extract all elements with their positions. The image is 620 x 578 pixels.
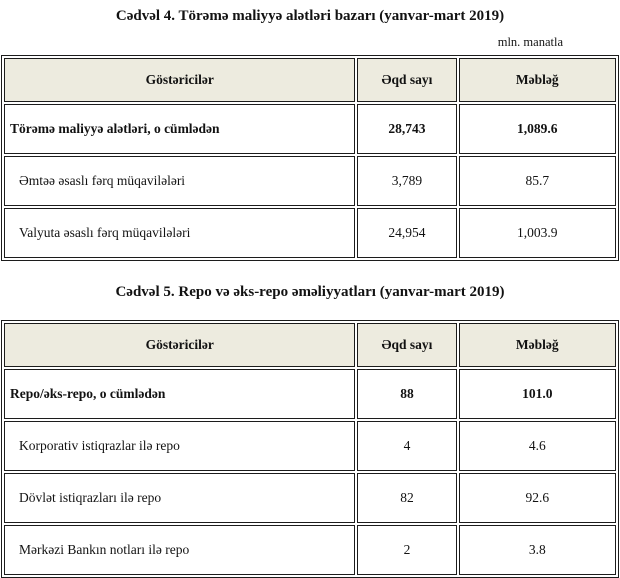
row-label-cell: Valyuta əsaslı fərq müqavilələri (4, 208, 355, 258)
row-label-cell: Dövlət istiqrazları ilə repo (4, 473, 355, 523)
amount-cell: 1,089.6 (459, 104, 616, 154)
amount-cell: 3.8 (459, 525, 616, 575)
row-label-cell: Törəmə maliyyə alətləri, o cümlədən (4, 104, 355, 154)
amount-cell: 92.6 (459, 473, 616, 523)
amount-cell: 85.7 (459, 156, 616, 206)
table-row (4, 369, 616, 419)
row-label-cell: Mərkəzi Bankın notları ilə repo (4, 525, 355, 575)
amount-cell: 1,003.9 (459, 208, 616, 258)
table-row (4, 208, 616, 258)
table-5-header-row (4, 323, 616, 367)
table-row (4, 156, 616, 206)
table-5-title: Cədvəl 5. Repo və əks-repo əməliyyatları (yanvar-mart 2019) (115, 283, 505, 300)
deal-count-cell: 4 (357, 421, 456, 471)
row-label-cell: Repo/əks-repo, o cümlədən (4, 369, 355, 419)
column-header-indicators: Göstəricilər (4, 58, 355, 102)
amount-cell: 4.6 (459, 421, 616, 471)
column-header-amount: Məbləğ (459, 323, 616, 367)
table-5-repo (1, 320, 619, 578)
column-header-amount: Məbləğ (459, 58, 616, 102)
table-4-derivatives (1, 55, 619, 261)
deal-count-cell: 82 (357, 473, 456, 523)
column-header-indicators: Göstəricilər (4, 323, 355, 367)
table-4-title: Cədvəl 4. Törəmə maliyyə alətləri bazarı (yanvar-mart 2019) (115, 8, 505, 24)
table-4-header-row (4, 58, 616, 102)
deal-count-cell: 24,954 (357, 208, 456, 258)
deal-count-cell: 3,789 (357, 156, 456, 206)
unit-note: mln. manatla (497, 34, 563, 49)
row-label-cell: Əmtəə əsaslı fərq müqavilələri (4, 156, 355, 206)
column-header-deal-count: Əqd sayı (357, 323, 456, 367)
table-row (4, 473, 616, 523)
table-row (4, 421, 616, 471)
deal-count-cell: 88 (357, 369, 456, 419)
deal-count-cell: 28,743 (357, 104, 456, 154)
deal-count-cell: 2 (357, 525, 456, 575)
amount-cell: 101.0 (459, 369, 616, 419)
row-label-cell: Korporativ istiqrazlar ilə repo (4, 421, 355, 471)
table-row (4, 104, 616, 154)
column-header-deal-count: Əqd sayı (357, 58, 456, 102)
